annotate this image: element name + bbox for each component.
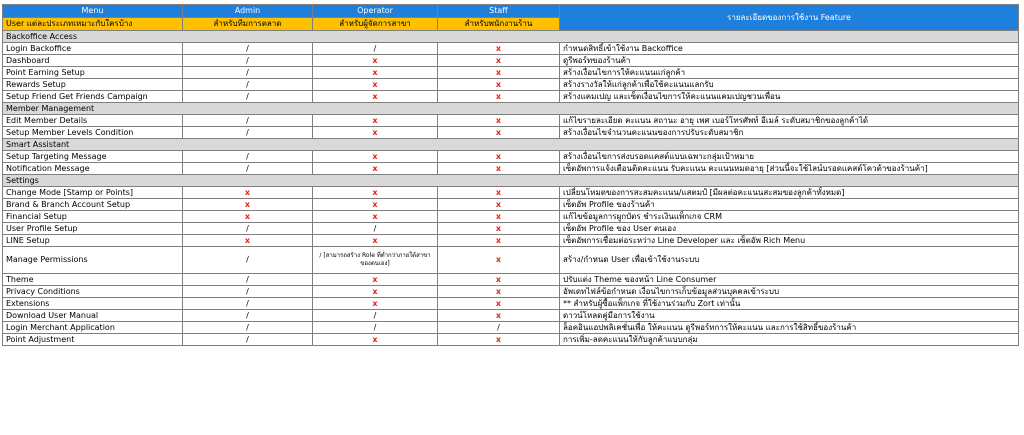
denied-mark: x <box>244 211 251 221</box>
table-row <box>3 274 1019 286</box>
admin-permission-cell <box>183 187 313 199</box>
admin-permission-cell <box>183 115 313 127</box>
denied-mark: x <box>372 274 378 284</box>
table-row <box>3 322 1019 334</box>
allowed-mark: / <box>246 163 249 173</box>
staff-permission-cell <box>438 79 560 91</box>
staff-permission-cell <box>438 187 560 199</box>
denied-mark: x <box>372 211 378 221</box>
subheader-admin: สำหรับทีมการตลาด <box>183 18 313 31</box>
allowed-mark: / <box>246 322 249 332</box>
operator-permission-cell <box>313 91 438 103</box>
staff-permission-cell <box>438 55 560 67</box>
menu-cell: Change Mode [Stamp or Points] <box>3 187 183 199</box>
operator-permission-cell <box>313 187 438 199</box>
denied-mark: x <box>495 223 502 233</box>
denied-mark: x <box>372 187 378 197</box>
staff-permission-cell <box>438 286 560 298</box>
denied-mark: x <box>495 199 502 209</box>
table-row <box>3 79 1019 91</box>
menu-cell: Financial Setup <box>3 211 183 223</box>
denied-mark: x <box>495 67 502 77</box>
admin-permission-cell <box>183 235 313 247</box>
allowed-mark: / <box>246 298 249 308</box>
operator-permission-cell <box>313 79 438 91</box>
staff-permission-cell <box>438 163 560 175</box>
operator-permission-cell <box>313 163 438 175</box>
operator-permission-cell <box>313 55 438 67</box>
feature-description-cell: เซ็ตอัพ Profile ของ User ตนเอง <box>560 223 1019 235</box>
feature-description-cell: ล็อคอินแอปพลิเคชั่นเพื่อ ให้คะแนน ดูรีพอร์ทการให้คะแนน และการใช้สิทธิ์ของร้านค้า <box>560 322 1019 334</box>
denied-mark: x <box>372 91 378 101</box>
permissions-table <box>2 4 1019 346</box>
staff-permission-cell <box>438 334 560 346</box>
admin-permission-cell <box>183 163 313 175</box>
allowed-mark: / <box>246 43 249 53</box>
staff-permission-cell <box>438 211 560 223</box>
allowed-mark: / <box>373 223 377 233</box>
operator-permission-cell <box>313 310 438 322</box>
menu-cell: Setup Friend Get Friends Campaign <box>3 91 183 103</box>
table-row <box>3 91 1019 103</box>
denied-mark: x <box>372 127 378 137</box>
allowed-mark: / <box>246 79 249 89</box>
staff-permission-cell <box>438 298 560 310</box>
feature-description-cell: เซ็ตอัพการเชื่อมต่อระหว่าง Line Developer และ เซ็ตอัพ Rich Menu <box>560 235 1019 247</box>
subheader-staff: สำหรับพนักงานร้าน <box>438 18 560 31</box>
operator-permission-cell <box>313 334 438 346</box>
admin-permission-cell <box>183 67 313 79</box>
denied-mark: x <box>495 286 502 296</box>
staff-permission-cell <box>438 127 560 139</box>
section-row <box>3 31 1019 43</box>
feature-description-cell: เซ็ตอัพ Profile ของร้านค้า <box>560 199 1019 211</box>
table-row <box>3 187 1019 199</box>
menu-cell: User Profile Setup <box>3 223 183 235</box>
menu-cell: Login Merchant Application <box>3 322 183 334</box>
menu-cell: Point Adjustment <box>3 334 183 346</box>
operator-permission-cell <box>313 151 438 163</box>
table-row <box>3 163 1019 175</box>
menu-cell: Point Earning Setup <box>3 67 183 79</box>
section-title: Settings <box>3 175 1019 187</box>
section-title: Backoffice Access <box>3 31 1019 43</box>
menu-cell: Setup Targeting Message <box>3 151 183 163</box>
section-title: Member Management <box>3 103 1019 115</box>
menu-cell: Brand & Branch Account Setup <box>3 199 183 211</box>
allowed-mark: / <box>373 310 377 320</box>
operator-permission-cell <box>313 43 438 55</box>
denied-mark: x <box>372 286 378 296</box>
admin-permission-cell <box>183 79 313 91</box>
feature-description-cell: ** สำหรับผู้ซื้อแพ็กเกจ ที่ใช้งานร่วมกับ Zort เท่านั้น <box>560 298 1019 310</box>
header-staff: Staff <box>438 5 560 18</box>
menu-cell: Rewards Setup <box>3 79 183 91</box>
table-row <box>3 127 1019 139</box>
allowed-mark: / <box>246 255 249 264</box>
operator-permission-cell <box>313 298 438 310</box>
operator-permission-cell <box>313 223 438 235</box>
denied-mark: x <box>495 211 502 221</box>
menu-cell: Login Backoffice <box>3 43 183 55</box>
allowed-mark: / <box>246 127 249 137</box>
denied-mark: x <box>372 55 378 65</box>
feature-description-cell: แก้ไขรายละเอียด คะแนน สถานะ อายุ เพศ เบอร์โทรศัพท์ อีเมล์ ระดับสมาชิกของลูกค้าได้ <box>560 115 1019 127</box>
allowed-mark: / <box>246 91 249 101</box>
allowed-mark: / <box>373 322 377 332</box>
feature-description-cell: สร้างแคมเปญ และเซ็ตเงื่อนไขการให้คะแนนแคมเปญชวนเพื่อน <box>560 91 1019 103</box>
admin-permission-cell <box>183 91 313 103</box>
table-row <box>3 286 1019 298</box>
staff-permission-cell <box>438 151 560 163</box>
allowed-mark: / <box>246 67 249 77</box>
allowed-mark: / <box>246 334 249 344</box>
feature-description-cell: เปลี่ยนโหมดของการสะสมคะแนน/แสตมป์ [มีผลต่อคะแนนสะสมของลูกค้าทั้งหมด] <box>560 187 1019 199</box>
admin-permission-cell <box>183 151 313 163</box>
menu-cell: LINE Setup <box>3 235 183 247</box>
table-row <box>3 151 1019 163</box>
feature-description-cell: การเพิ่ม-ลดคะแนนให้กับลูกค้าแบบกลุ่ม <box>560 334 1019 346</box>
admin-permission-cell <box>183 334 313 346</box>
table-row <box>3 310 1019 322</box>
denied-mark: x <box>495 55 502 65</box>
table-row <box>3 298 1019 310</box>
feature-description-cell: สร้างเงื่อนไขการให้คะแนนแก่ลูกค้า <box>560 67 1019 79</box>
table-row <box>3 211 1019 223</box>
table-row <box>3 115 1019 127</box>
table-row <box>3 199 1019 211</box>
denied-mark: x <box>495 310 502 320</box>
feature-description-cell: สร้างเงื่อนไขจำนวนคะแนนของการปรับระดับสมาชิก <box>560 127 1019 139</box>
table-row <box>3 43 1019 55</box>
denied-mark: x <box>495 235 502 245</box>
denied-mark: x <box>495 127 502 137</box>
admin-permission-cell <box>183 310 313 322</box>
staff-permission-cell <box>438 43 560 55</box>
table-row <box>3 247 1019 274</box>
feature-description-cell: ปรับแต่ง Theme ของหน้า Line Consumer <box>560 274 1019 286</box>
denied-mark: x <box>495 298 502 308</box>
section-row <box>3 175 1019 187</box>
section-row <box>3 139 1019 151</box>
menu-cell: Setup Member Levels Condition <box>3 127 183 139</box>
allowed-mark: / <box>246 115 249 125</box>
denied-mark: x <box>495 115 502 125</box>
staff-permission-cell <box>438 310 560 322</box>
denied-mark: x <box>372 151 378 161</box>
table-body <box>3 31 1019 346</box>
allowed-mark: / <box>497 322 500 332</box>
operator-permission-cell <box>313 235 438 247</box>
staff-permission-cell <box>438 223 560 235</box>
menu-cell: Dashboard <box>3 55 183 67</box>
feature-description-cell: อัพเดทไฟล์ข้อกำหนด เงื่อนไขการเก็บข้อมูลส่วนบุคคลเข้าระบบ <box>560 286 1019 298</box>
allowed-mark: / <box>373 43 377 53</box>
admin-permission-cell <box>183 211 313 223</box>
denied-mark: x <box>495 274 502 284</box>
feature-description-cell: เซ็ตอัพการแจ้งเตือนติดคะแนน รับคะแนน คะแนนหมดอายุ [ส่วนนี้จะใช้ไลน์บรอดแคสต์โควต้าของร้านค้า] <box>560 163 1019 175</box>
allowed-mark: / <box>246 274 249 284</box>
staff-permission-cell <box>438 115 560 127</box>
feature-description-cell: สร้างรางวัลให้แก่ลูกค้าเพื่อใช้คะแนนแลกรับ <box>560 79 1019 91</box>
admin-permission-cell <box>183 274 313 286</box>
operator-permission-cell <box>313 247 438 274</box>
denied-mark: x <box>495 151 502 161</box>
staff-permission-cell <box>438 322 560 334</box>
admin-permission-cell <box>183 247 313 274</box>
denied-mark: x <box>372 79 378 89</box>
feature-description-cell: กำหนดสิทธิ์เข้าใช้งาน Backoffice <box>560 43 1019 55</box>
staff-permission-cell <box>438 247 560 274</box>
denied-mark: x <box>372 298 378 308</box>
section-row <box>3 103 1019 115</box>
admin-permission-cell <box>183 127 313 139</box>
menu-cell: Edit Member Details <box>3 115 183 127</box>
header-feature: รายละเอียดของการใช้งาน Feature <box>560 5 1019 31</box>
operator-permission-cell <box>313 199 438 211</box>
denied-mark: x <box>372 235 378 245</box>
staff-permission-cell <box>438 199 560 211</box>
operator-permission-cell <box>313 127 438 139</box>
denied-mark: x <box>372 163 378 173</box>
operator-permission-cell <box>313 115 438 127</box>
staff-permission-cell <box>438 235 560 247</box>
denied-mark: x <box>372 199 378 209</box>
denied-mark: x <box>495 334 502 344</box>
table-row <box>3 55 1019 67</box>
admin-permission-cell <box>183 286 313 298</box>
operator-permission-cell <box>313 286 438 298</box>
allowed-mark: / <box>246 55 249 65</box>
operator-permission-cell <box>313 322 438 334</box>
staff-permission-cell <box>438 274 560 286</box>
table-row <box>3 223 1019 235</box>
operator-permission-cell <box>313 67 438 79</box>
feature-description-cell: ดูรีพอร์ทของร้านค้า <box>560 55 1019 67</box>
menu-cell: Extensions <box>3 298 183 310</box>
table-row <box>3 67 1019 79</box>
header-admin: Admin <box>183 5 313 18</box>
denied-mark: x <box>495 79 502 89</box>
staff-permission-cell <box>438 91 560 103</box>
allowed-mark: / <box>246 310 249 320</box>
denied-mark: x <box>372 67 378 77</box>
staff-permission-cell <box>438 67 560 79</box>
feature-description-cell: สร้างเงื่อนไขการส่งบรอดแคสต์แบบเฉพาะกลุ่มเป้าหมาย <box>560 151 1019 163</box>
permission-note: / [สามารถสร้าง Role ที่ต่ำกว่าภายใต้สาขาของตนเอง] <box>319 252 431 267</box>
admin-permission-cell <box>183 298 313 310</box>
menu-cell: Theme <box>3 274 183 286</box>
feature-description-cell: สร้าง/กำหนด User เพื่อเข้าใช้งานระบบ <box>560 247 1019 274</box>
menu-cell: Manage Permissions <box>3 247 183 274</box>
allowed-mark: / <box>246 223 249 233</box>
operator-permission-cell <box>313 211 438 223</box>
admin-permission-cell <box>183 223 313 235</box>
menu-cell: Notification Message <box>3 163 183 175</box>
denied-mark: x <box>495 43 502 53</box>
menu-cell: Download User Manual <box>3 310 183 322</box>
denied-mark: x <box>244 235 251 245</box>
allowed-mark: / <box>246 286 249 296</box>
feature-description-cell: ดาวน์โหลดคู่มือการใช้งาน <box>560 310 1019 322</box>
operator-permission-cell <box>313 274 438 286</box>
admin-permission-cell <box>183 199 313 211</box>
denied-mark: x <box>372 334 378 344</box>
subheader-operator: สำหรับผู้จัดการสาขา <box>313 18 438 31</box>
table-row <box>3 235 1019 247</box>
denied-mark: x <box>372 115 378 125</box>
allowed-mark: / <box>246 151 249 161</box>
denied-mark: x <box>244 187 251 197</box>
admin-permission-cell <box>183 322 313 334</box>
denied-mark: x <box>495 91 502 101</box>
header-menu: Menu <box>3 5 183 18</box>
denied-mark: x <box>495 187 502 197</box>
denied-mark: x <box>495 163 502 173</box>
section-title: Smart Assistant <box>3 139 1019 151</box>
denied-mark: x <box>244 199 251 209</box>
table-row <box>3 334 1019 346</box>
denied-mark: x <box>495 255 502 264</box>
admin-permission-cell <box>183 43 313 55</box>
subheader-menu: User แต่ละประเภทเหมาะกับใครบ้าง <box>3 18 183 31</box>
header-operator: Operator <box>313 5 438 18</box>
feature-description-cell: แก้ไขข้อมูลการผูกบัตร ชำระเงินแพ็กเกจ CRM <box>560 211 1019 223</box>
admin-permission-cell <box>183 55 313 67</box>
menu-cell: Privacy Conditions <box>3 286 183 298</box>
